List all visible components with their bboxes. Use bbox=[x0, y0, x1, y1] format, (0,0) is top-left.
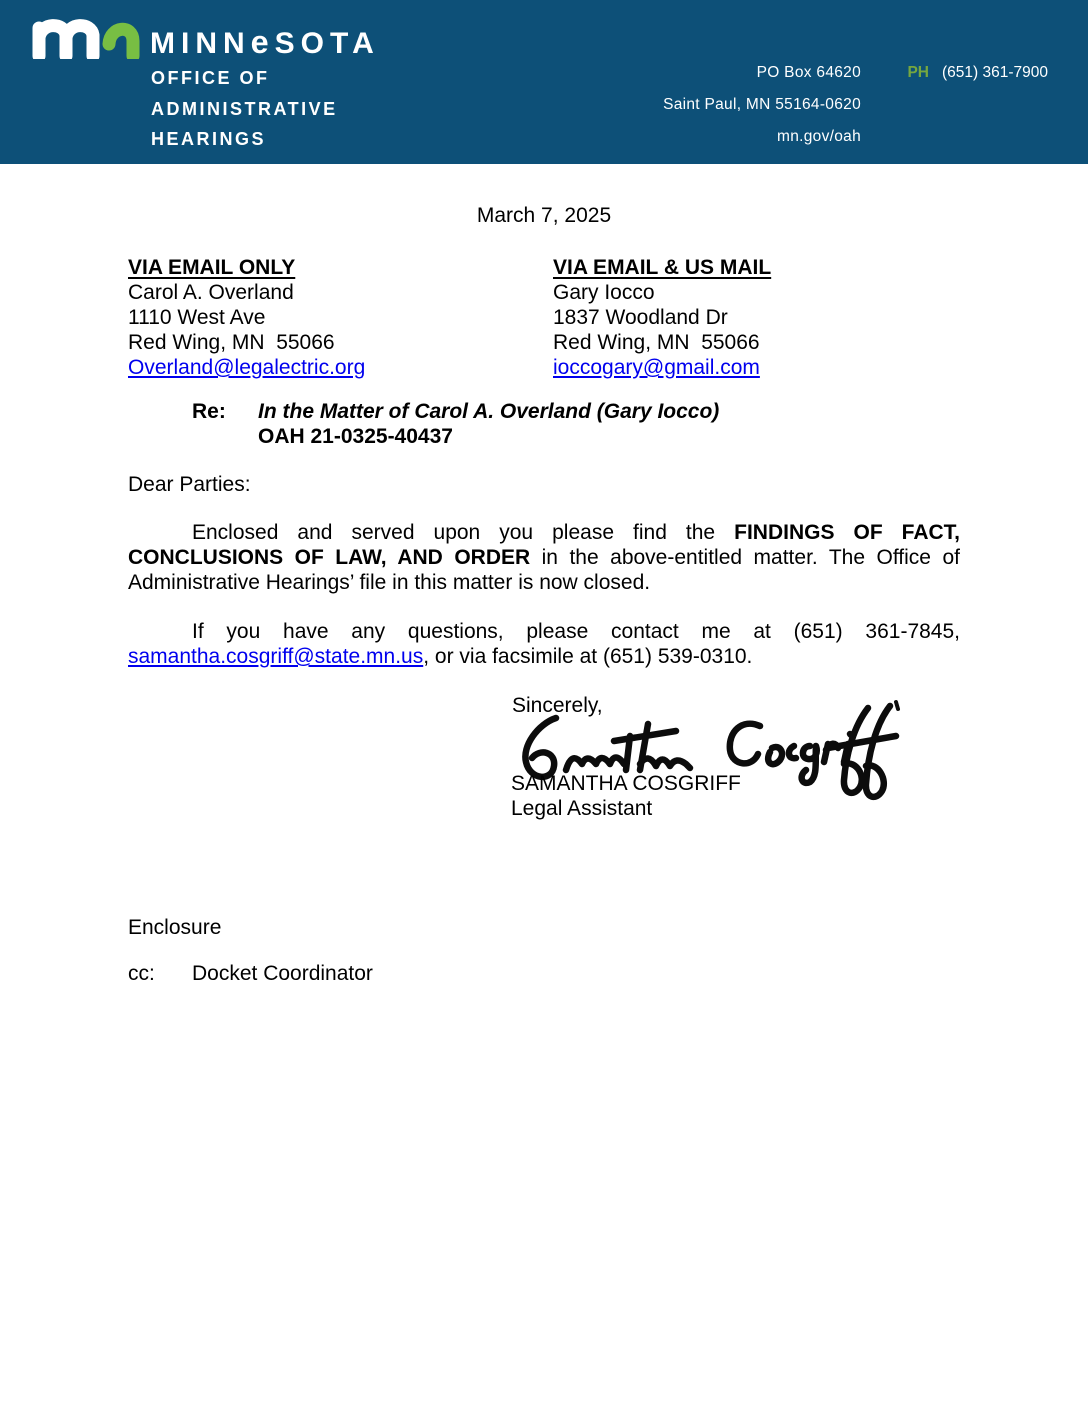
recipient-address: 1110 West Ave bbox=[128, 306, 266, 329]
body-paragraph-1 bbox=[128, 520, 960, 595]
body-text: , or via facsimile at (651) 539-0310. bbox=[423, 645, 753, 668]
city-text: Saint Paul, MN 55164-0620 bbox=[663, 96, 861, 113]
body-text: Enclosed and served upon you please find the bbox=[192, 521, 735, 544]
paragraph-line bbox=[128, 619, 960, 644]
delivery-method: VIA EMAIL & US MAIL bbox=[553, 256, 772, 279]
phone-number: (651) 361-7900 bbox=[942, 64, 1048, 81]
recipient-address: Red Wing, MN 55066 bbox=[553, 331, 760, 354]
body-text: in the above-entitled matter. The Office of bbox=[530, 546, 960, 569]
office-line: ADMINISTRATIVE bbox=[151, 98, 338, 119]
paragraph-line bbox=[128, 570, 960, 595]
re-block bbox=[192, 399, 719, 449]
re-matter-title: In the Matter of Carol A. Overland (Gary Iocco) bbox=[258, 400, 720, 423]
agency-wordmark bbox=[150, 24, 380, 61]
recipient-email-link[interactable]: Overland@legalectric.org bbox=[128, 356, 366, 379]
recipient-address: Red Wing, MN 55066 bbox=[128, 331, 335, 354]
cc-value: Docket Coordinator bbox=[192, 962, 373, 985]
letterhead-phone bbox=[907, 57, 1048, 89]
re-case-number: OAH 21-0325-40437 bbox=[258, 425, 453, 448]
recipient-block-2 bbox=[553, 255, 771, 380]
signer-typed-name: SAMANTHA COSGRIFF bbox=[511, 772, 741, 795]
delivery-method: VIA EMAIL ONLY bbox=[128, 256, 296, 279]
recipient-name: Gary Iocco bbox=[553, 281, 655, 304]
website-text: mn.gov/oah bbox=[777, 128, 861, 145]
signer-title: Legal Assistant bbox=[511, 797, 653, 820]
recipient-name: Carol A. Overland bbox=[128, 281, 294, 304]
re-label: Re: bbox=[192, 400, 226, 423]
paragraph-line bbox=[128, 644, 960, 669]
contact-email-link[interactable]: samantha.cosgriff@state.mn.us bbox=[128, 645, 424, 668]
paragraph-line bbox=[128, 545, 960, 570]
po-box-text: PO Box 64620 bbox=[756, 64, 861, 81]
mn-logo-icon bbox=[30, 11, 142, 59]
letter-date: March 7, 2025 bbox=[476, 204, 612, 227]
salutation: Dear Parties: bbox=[128, 473, 251, 496]
phone-label: PH bbox=[907, 64, 929, 81]
body-text-bold: CONCLUSIONS OF LAW, AND ORDER bbox=[128, 546, 531, 569]
office-line: OFFICE OF bbox=[151, 68, 270, 88]
enclosure-note: Enclosure bbox=[128, 916, 222, 939]
recipient-address: 1837 Woodland Dr bbox=[553, 306, 728, 329]
letterhead bbox=[0, 0, 1088, 164]
wordmark-brand-e: e bbox=[250, 24, 275, 60]
paragraph-line bbox=[128, 520, 960, 545]
closing-sincerely: Sincerely, bbox=[512, 694, 603, 717]
office-name bbox=[151, 63, 338, 155]
letterhead-address bbox=[663, 57, 861, 153]
wordmark-part: SOTA bbox=[274, 27, 380, 60]
recipient-block-1 bbox=[128, 255, 365, 380]
body-text: If you have any questions, please contact me at (651) 361-7845, bbox=[192, 620, 960, 643]
body-paragraph-2 bbox=[128, 619, 960, 669]
body-text: Administrative Hearings’ file in this matter is now closed. bbox=[128, 571, 651, 594]
cc-line bbox=[128, 961, 373, 986]
recipient-email-link[interactable]: ioccogary@gmail.com bbox=[553, 356, 760, 379]
cc-label: cc: bbox=[128, 962, 155, 985]
body-text-bold: FINDINGS OF FACT, bbox=[734, 521, 960, 544]
office-line: HEARINGS bbox=[151, 129, 267, 149]
wordmark-part: MINN bbox=[150, 27, 251, 60]
